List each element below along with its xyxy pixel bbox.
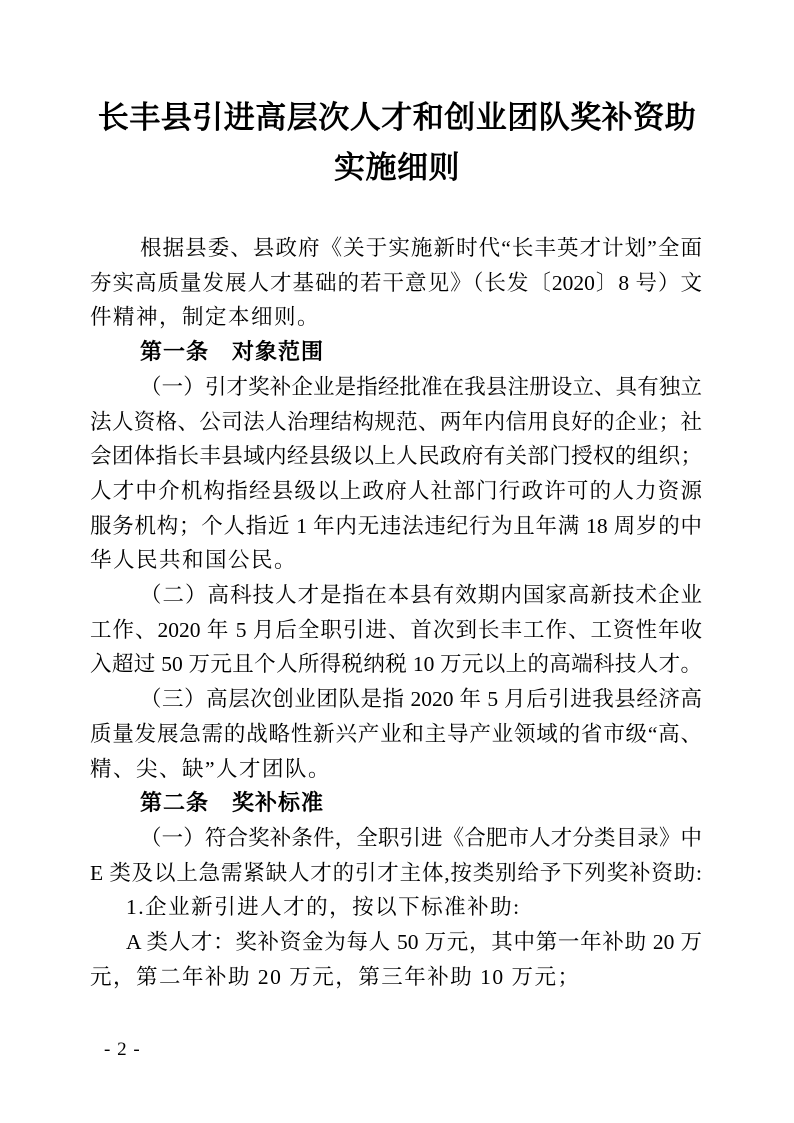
- document-line: 华人民共和国公民。: [90, 548, 298, 573]
- document-title-line-1: 长丰县引进高层次人才和创业团队奖补资助: [97, 100, 697, 135]
- document-line: 1.企业新引进人才的，按以下标准补助:: [126, 895, 521, 920]
- document-title-line-2: 实施细则: [334, 150, 460, 185]
- document-line: 元，第二年补助 20 万元，第三年补助 10 万元；: [90, 964, 581, 989]
- document-line: 件精神，制定本细则。: [90, 305, 321, 330]
- document-line: （二）高科技人才是指在本县有效期内国家高新技术企业: [140, 583, 702, 608]
- section-heading: 第一条 对象范围: [140, 339, 325, 365]
- document-line: E 类及以上急需紧缺人才的引才主体,按类别给予下列奖补资助:: [90, 860, 702, 885]
- document-line: 根据县委、县政府《关于实施新时代“长丰英才计划”全面: [140, 236, 702, 260]
- page-number: - 2 -: [104, 1039, 141, 1060]
- document-line: 入超过 50 万元且个人所得税纳税 10 万元以上的高端科技人才。: [90, 652, 702, 677]
- document-line: A 类人才：奖补资金为每人 50 万元，其中第一年补助 20 万: [126, 930, 702, 955]
- document-line: （一）引才奖补企业是指经批准在我县注册设立、具有独立: [140, 374, 702, 399]
- document-line: 人才中介机构指经县级以上政府人社部门行政许可的人力资源: [90, 478, 702, 503]
- document-line: 法人资格、公司法人治理结构规范、两年内信用良好的企业；社: [90, 409, 702, 434]
- document-body: [90, 231, 702, 994]
- document-line: 精、尖、缺”人才团队。: [90, 756, 332, 781]
- section-heading: 第二条 奖补标准: [140, 790, 325, 816]
- document-line: 服务机构；个人指近 1 年内无违法违纪行为且年满 18 周岁的中: [90, 513, 702, 538]
- document-line: 工作、2020 年 5 月后全职引进、首次到长丰工作、工资性年收: [90, 617, 702, 642]
- document-title: [0, 93, 794, 193]
- document-line: 会团体指长丰县域内经县级以上人民政府有关部门授权的组织；: [90, 444, 702, 469]
- document-line: （一）符合奖补条件，全职引进《合肥市人才分类目录》中: [140, 825, 702, 850]
- document-line: 夯实高质量发展人才基础的若干意见》（长发〔2020〕8 号）文: [90, 270, 702, 295]
- document-line: 质量发展急需的战略性新兴产业和主导产业领域的省市级“高、: [90, 721, 702, 746]
- document-line: （三）高层次创业团队是指 2020 年 5 月后引进我县经济高: [140, 687, 702, 712]
